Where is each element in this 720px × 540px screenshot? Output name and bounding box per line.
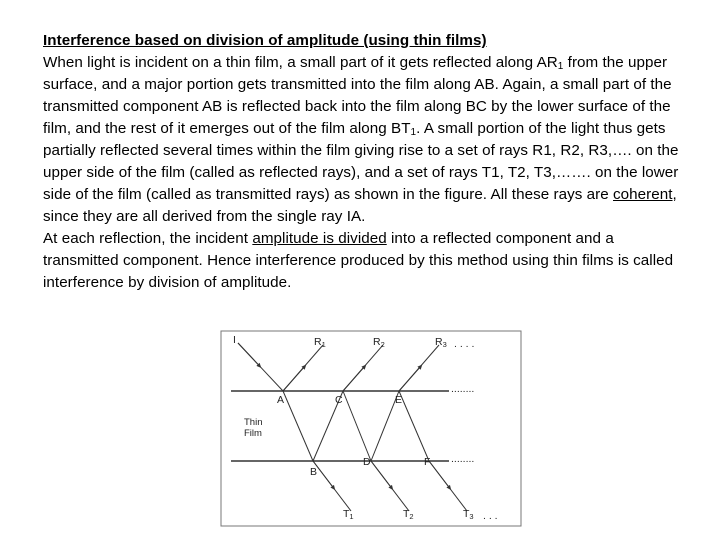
paragraph-1-part-1: When light is incident on a thin film, a small part of it gets reflected along AR xyxy=(43,54,558,71)
label-point-b: B xyxy=(310,466,318,478)
thin-film-diagram xyxy=(221,331,521,526)
reflected-continuation-dots: . . . . xyxy=(454,338,475,350)
label-point-a: A xyxy=(277,394,285,406)
paragraph-1-part-4: , since they are all derived from the single ray IA. xyxy=(43,186,677,225)
label-t2: T2 xyxy=(403,508,414,521)
label-t3: T3 xyxy=(463,508,474,521)
label-film: Film xyxy=(244,428,262,439)
lower-surface-dots: ........ xyxy=(451,453,475,465)
paragraph-2 xyxy=(43,228,683,294)
label-point-d: D xyxy=(363,456,371,468)
paragraph-2-part-2: into a reflected component and a transmitted component. Hence interference produced by this method using thin films is called interference by division of amplitude. xyxy=(43,230,674,291)
subscript-t1: 1 xyxy=(410,127,417,138)
label-r3: R3 xyxy=(435,336,447,349)
transmitted-continuation-dots: . . . xyxy=(483,510,498,522)
section-heading: Interference based on division of amplitude (using thin films) xyxy=(43,32,487,49)
paragraph-1-part-3: . A small portion of the light thus gets partially reflected several times within the film giving rise to a set of rays R1, R2, R3,…. on the upper side of the film (called as reflected rays), and a set of rays T1, T2, T3,……. on the lower side of the film (called as transmitted rays) as shown in the figure. All these rays are xyxy=(43,120,679,203)
label-t1: T1 xyxy=(343,508,354,521)
label-point-f: F xyxy=(424,456,431,468)
document-body xyxy=(43,30,683,294)
label-r2: R2 xyxy=(373,336,385,349)
underlined-coherent: coherent xyxy=(613,186,673,203)
subscript-r1: 1 xyxy=(557,61,564,72)
label-thin: Thin xyxy=(244,417,263,428)
thin-film-svg xyxy=(221,331,521,526)
label-point-e: E xyxy=(395,394,403,406)
upper-surface-dots: ........ xyxy=(451,383,475,395)
label-r1: R1 xyxy=(314,336,326,349)
paragraph-2-part-1: At each reflection, the incident xyxy=(43,230,253,247)
figure-border xyxy=(221,331,521,526)
paragraph-1 xyxy=(43,52,683,228)
label-incident: I xyxy=(233,334,236,346)
label-point-c: C xyxy=(335,394,343,406)
paragraph-1-part-2: from the upper surface, and a major portion gets transmitted into the film along AB. Again, a small part of the transmitted component AB is reflected back into the film along BC by the lower surface of the film, and the rest of it emerges out of the film along BT xyxy=(43,54,672,137)
underlined-amplitude-divided: amplitude is divided xyxy=(252,230,387,247)
